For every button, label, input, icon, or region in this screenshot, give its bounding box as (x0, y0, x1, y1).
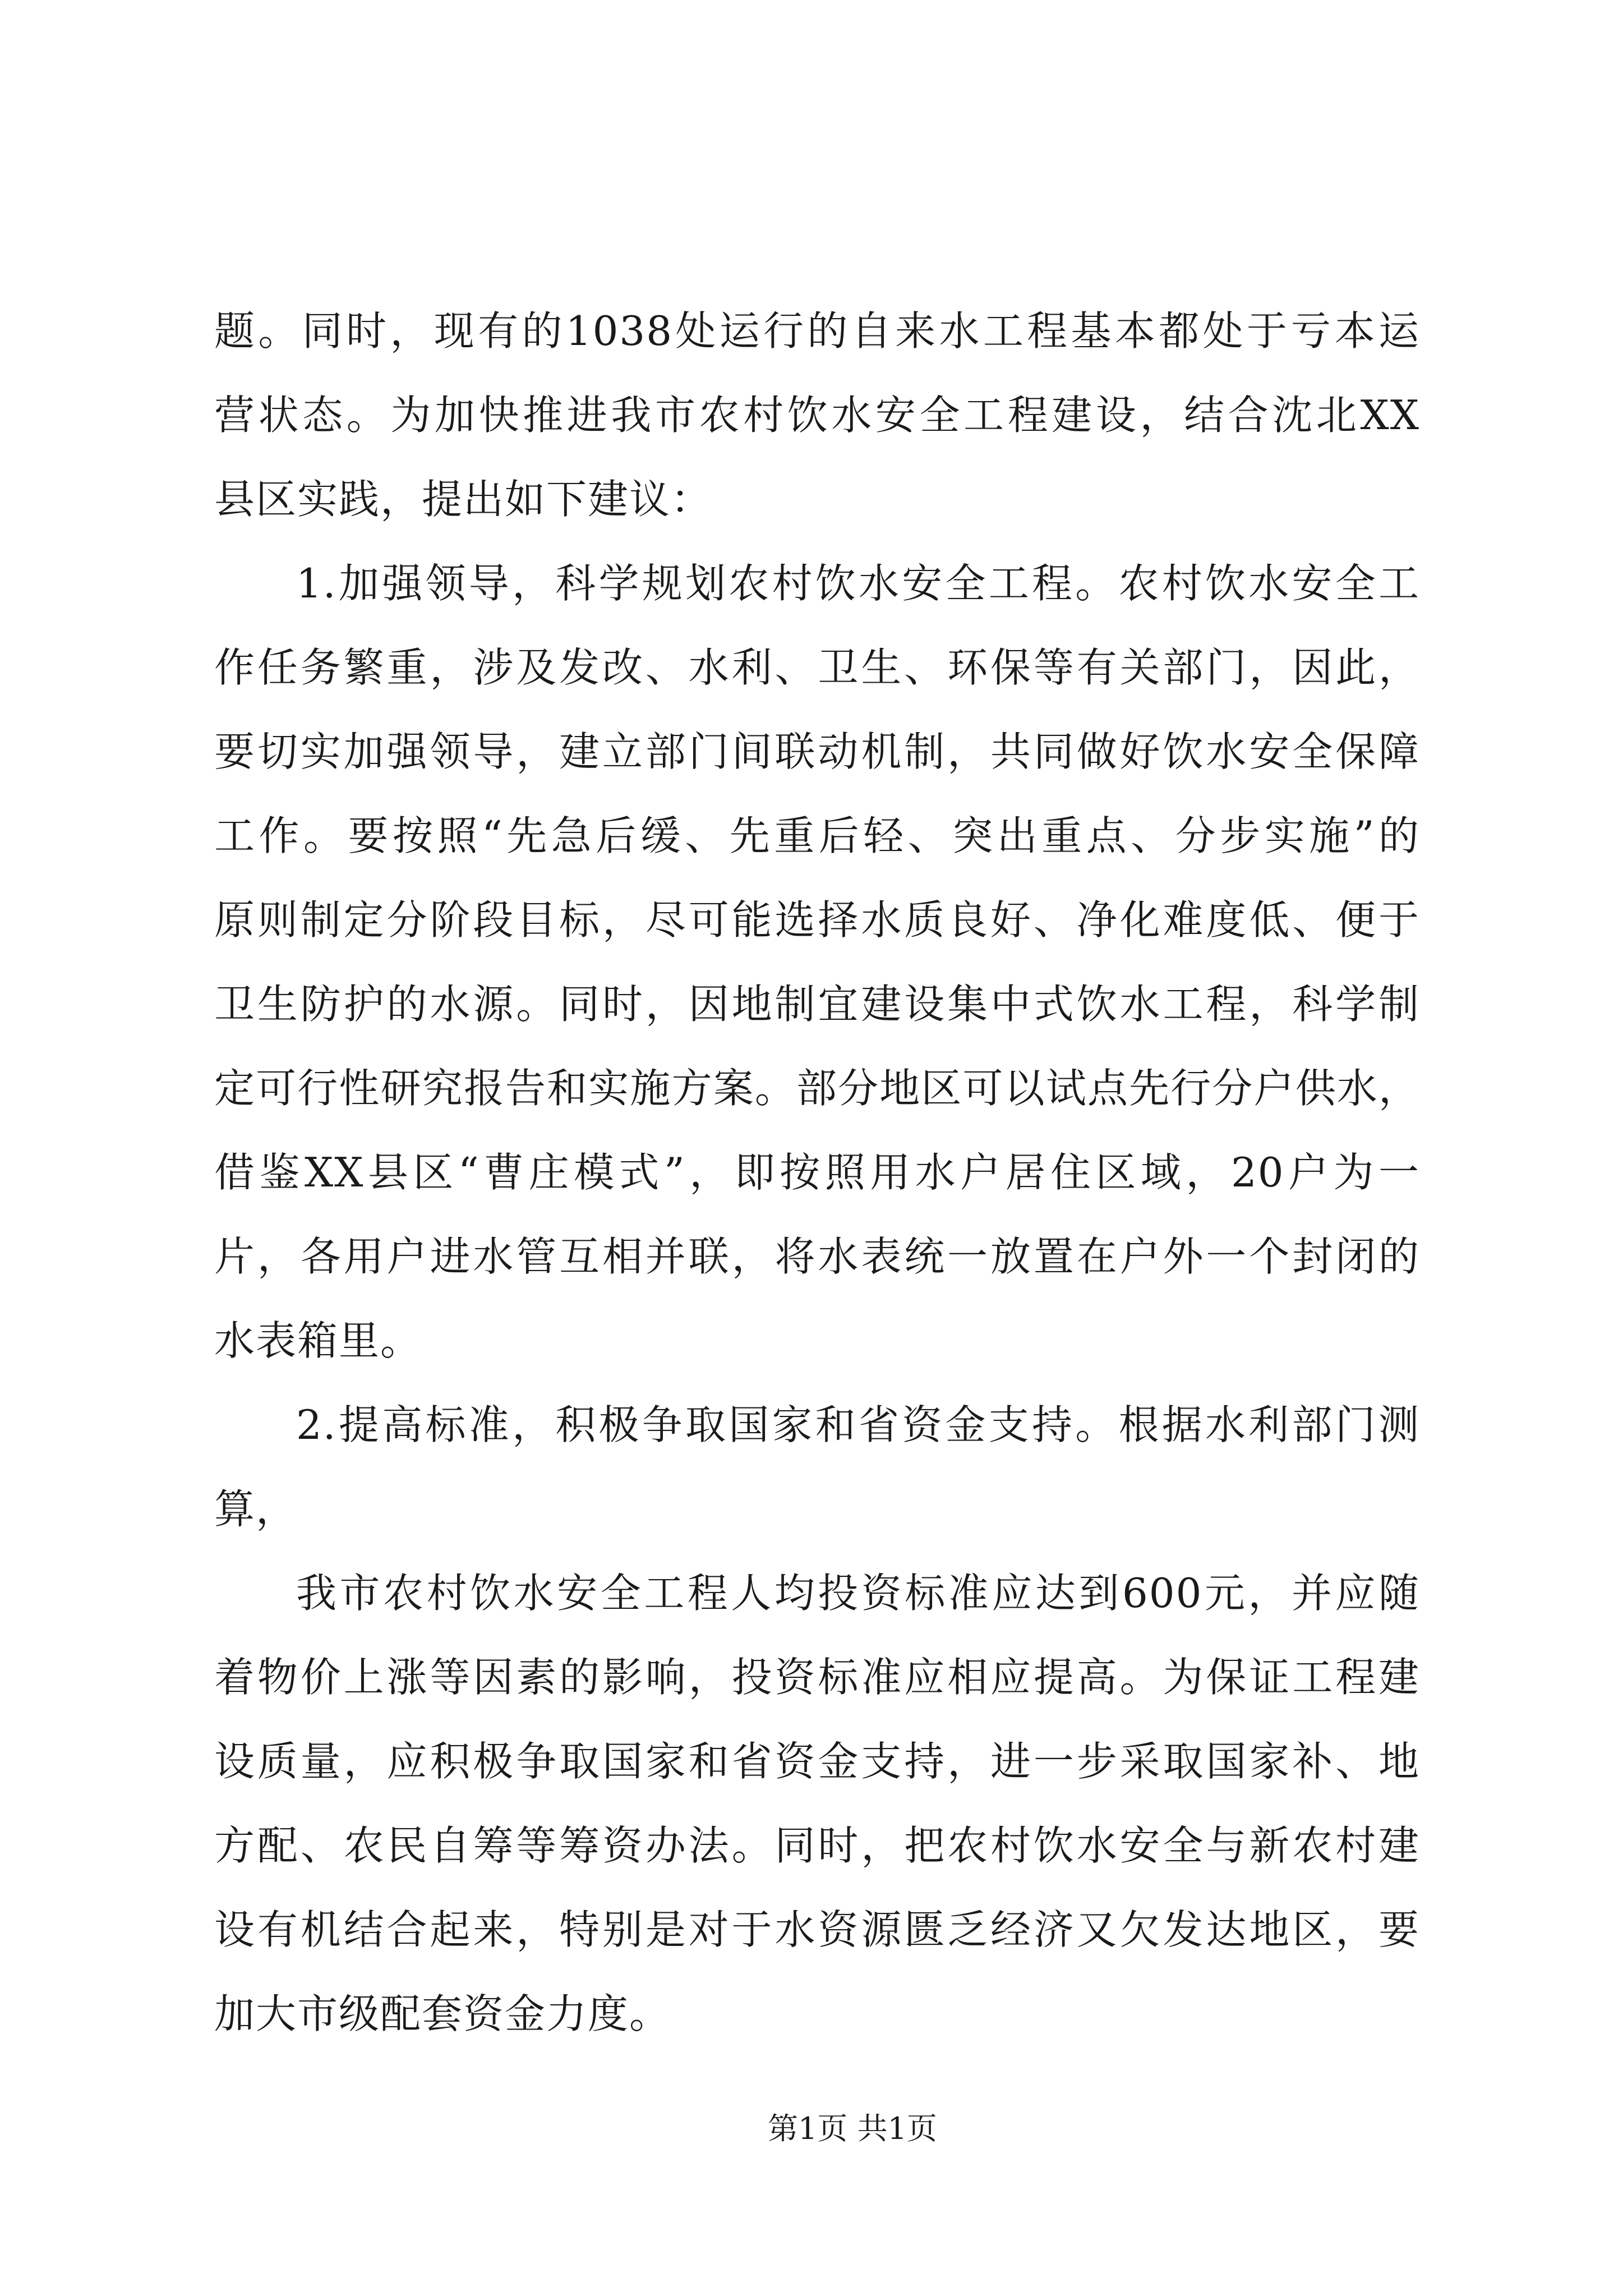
body-text-line: 借鉴XX县区“曹庄模式”，即按照用水户居住区域，20户为一 (214, 1149, 1420, 1196)
body-text-line: 2.提高标准，积极争取国家和省资金支持。根据水利部门测 (296, 1401, 1420, 1448)
body-text-line: 加大市级配套资金力度。 (214, 1990, 671, 2037)
body-text-line: 方配、农民自筹等筹资办法。同时，把农村饮水安全与新农村建 (214, 1822, 1420, 1869)
body-text-line: 我市农村饮水安全工程人均投资标准应达到600元，并应随 (296, 1570, 1420, 1617)
body-text-line: 设质量，应积极争取国家和省资金支持，进一步采取国家补、地 (214, 1738, 1420, 1785)
page-footer: 第1页 共1页 (768, 2111, 937, 2146)
body-text-line: 县区实践，提出如下建议： (214, 476, 713, 523)
body-text-line: 定可行性研究报告和实施方案。部分地区可以试点先行分户供水， (214, 1065, 1420, 1112)
body-text-line: 着物价上涨等因素的影响，投资标准应相应提高。为保证工程建 (214, 1654, 1420, 1701)
body-text-line: 原则制定分阶段目标，尽可能选择水质良好、净化难度低、便于 (214, 896, 1420, 944)
body-text-line: 工作。要按照“先急后缓、先重后轻、突出重点、分步实施”的 (214, 812, 1420, 859)
body-text-line: 要切实加强领导，建立部门间联动机制，共同做好饮水安全保障 (214, 728, 1420, 775)
body-text-line: 设有机结合起来，特别是对于水资源匮乏经济又欠发达地区，要 (214, 1906, 1420, 1953)
body-text-line: 营状态。为加快推进我市农村饮水安全工程建设，结合沈北XX (214, 392, 1420, 439)
body-text-line: 1.加强领导，科学规划农村饮水安全工程。农村饮水安全工 (296, 560, 1420, 607)
body-text-line: 题。同时，现有的1038处运行的自来水工程基本都处于亏本运 (214, 307, 1420, 355)
body-text-line: 卫生防护的水源。同时，因地制宜建设集中式饮水工程，科学制 (214, 981, 1420, 1028)
body-text-line: 水表箱里。 (214, 1317, 422, 1364)
body-text-line: 作任务繁重，涉及发改、水利、卫生、环保等有关部门，因此， (214, 644, 1420, 691)
body-text-line: 算， (214, 1485, 298, 1533)
body-text-line: 片，各用户进水管互相并联，将水表统一放置在户外一个封闭的 (214, 1233, 1420, 1280)
